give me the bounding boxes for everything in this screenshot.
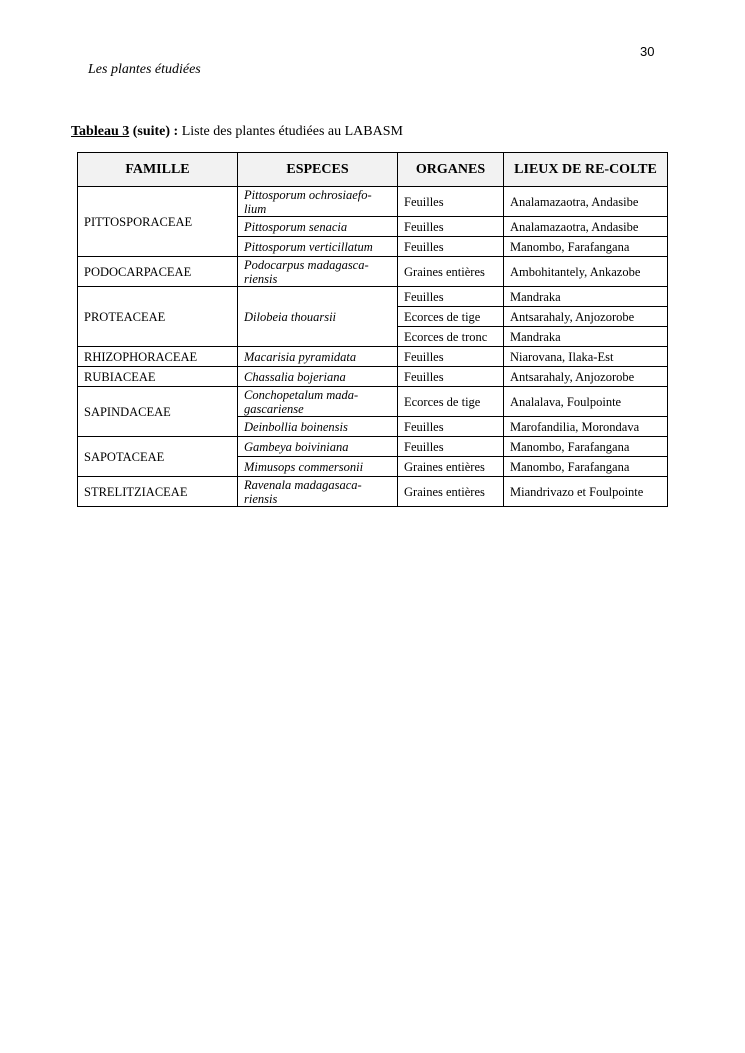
especes-cell: Mimusops commersonii [238,457,398,477]
organes-cell: Feuilles [398,287,504,307]
organes-cell: Graines entières [398,257,504,287]
especes-cell: Gambeya boiviniana [238,437,398,457]
table-row [78,367,668,387]
running-header: Les plantes étudiées [88,62,201,77]
plants-table [77,152,668,507]
organes-cell: Feuilles [398,237,504,257]
lieux-cell: Niarovana, Ilaka-Est [504,347,668,367]
table-row [78,437,668,457]
table-row [78,187,668,217]
especes-cell: Deinbollia boinensis [238,417,398,437]
header-lieux: LIEUX DE RE-COLTE [504,153,668,187]
famille-cell: PITTOSPORACEAE [78,187,238,257]
organes-cell: Graines entières [398,477,504,507]
especes-cell: Dilobeia thouarsii [238,287,398,347]
caption-label: Tableau 3 [71,124,130,139]
especes-cell: Pittosporum verticillatum [238,237,398,257]
especes-line: riensis [244,491,278,506]
especes-line: Ravenala madagasaca- [244,477,362,492]
header-organes: ORGANES [398,153,504,187]
especes-line: Podocarpus madagasca- [244,257,369,272]
lieux-cell: Marofandilia, Morondava [504,417,668,437]
lieux-cell: Mandraka [504,287,668,307]
table-row [78,347,668,367]
organes-cell: Ecorces de tige [398,307,504,327]
page-number: 30 [640,44,655,59]
table-row [78,287,668,307]
especes-line: gascariense [244,401,304,416]
especes-cell [238,387,398,417]
lieux-cell: Antsarahaly, Anjozorobe [504,367,668,387]
lieux-cell: Manombo, Farafangana [504,237,668,257]
lieux-cell: Mandraka [504,327,668,347]
organes-cell: Feuilles [398,187,504,217]
organes-cell: Ecorces de tige [398,387,504,417]
especes-cell [238,187,398,217]
organes-cell: Feuilles [398,217,504,237]
lieux-cell: Ambohitantely, Ankazobe [504,257,668,287]
lieux-cell: Analalava, Foulpointe [504,387,668,417]
famille-cell: RHIZOPHORACEAE [78,347,238,367]
especes-cell [238,477,398,507]
lieux-cell: Analamazaotra, Andasibe [504,217,668,237]
organes-cell: Feuilles [398,347,504,367]
lieux-cell: Miandrivazo et Foulpointe [504,477,668,507]
table-row [78,477,668,507]
especes-line: Conchopetalum mada- [244,387,359,402]
especes-line: riensis [244,271,278,286]
organes-cell: Feuilles [398,417,504,437]
especes-cell: Pittosporum senacia [238,217,398,237]
header-famille: FAMILLE [78,153,238,187]
famille-cell: PODOCARPACEAE [78,257,238,287]
caption-text: Liste des plantes étudiées au LABASM [178,124,403,139]
caption-suffix: (suite) : [129,124,179,139]
famille-cell: SAPINDACEAE [78,387,238,437]
table-row [78,387,668,417]
famille-cell: PROTEACEAE [78,287,238,347]
organes-cell: Ecorces de tronc [398,327,504,347]
organes-cell: Feuilles [398,367,504,387]
famille-cell: STRELITZIACEAE [78,477,238,507]
lieux-cell: Antsarahaly, Anjozorobe [504,307,668,327]
organes-cell: Graines entières [398,457,504,477]
especes-cell [238,257,398,287]
especes-line: lium [244,201,267,216]
especes-cell: Chassalia bojeriana [238,367,398,387]
table-row [78,257,668,287]
header-especes: ESPECES [238,153,398,187]
famille-cell: RUBIACEAE [78,367,238,387]
lieux-cell: Manombo, Farafangana [504,457,668,477]
organes-cell: Feuilles [398,437,504,457]
lieux-cell: Manombo, Farafangana [504,437,668,457]
table-header-row [78,153,668,187]
famille-cell: SAPOTACEAE [78,437,238,477]
especes-line: Pittosporum ochrosiaefo- [244,187,372,202]
table-caption [71,124,403,140]
especes-cell: Macarisia pyramidata [238,347,398,367]
lieux-cell: Analamazaotra, Andasibe [504,187,668,217]
